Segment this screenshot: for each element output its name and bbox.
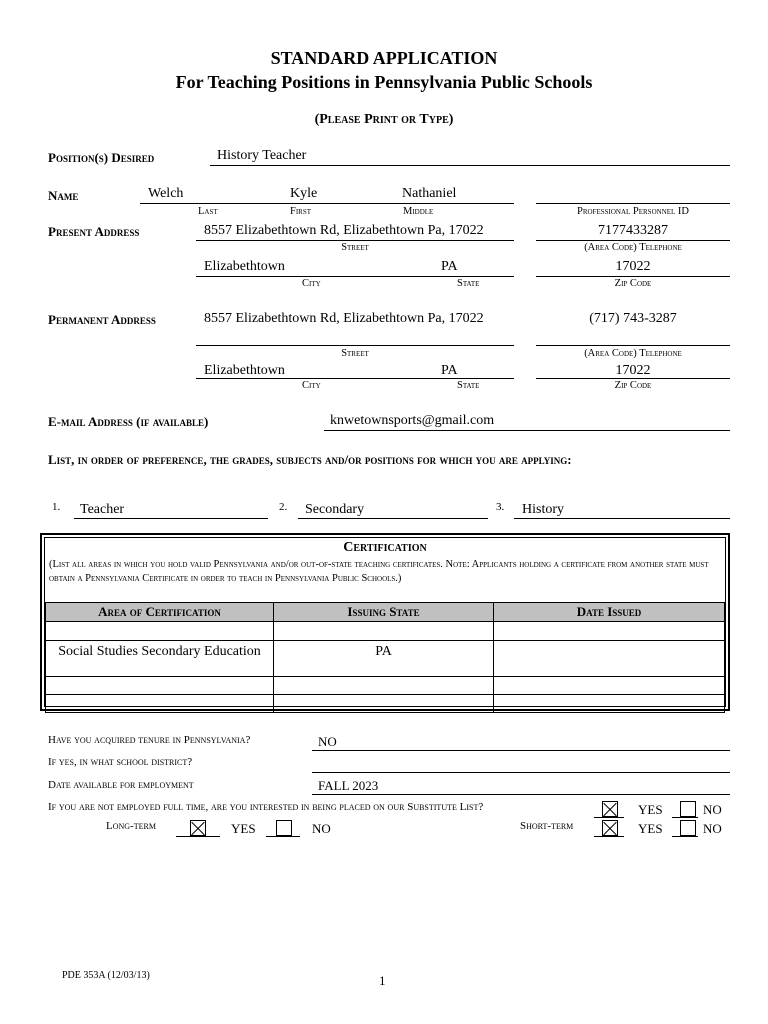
substitute-yes-label: YES	[638, 802, 663, 817]
table-row	[46, 622, 725, 641]
middle-caption: Middle	[403, 206, 434, 217]
preference-2-line	[298, 518, 488, 519]
first-caption: First	[290, 206, 312, 217]
substitute-yes-checkbox[interactable]	[602, 801, 618, 817]
permanent-phone[interactable]: (717) 743-3287	[589, 311, 677, 326]
short-term-no-underline	[672, 836, 698, 837]
cell-date[interactable]	[494, 622, 725, 641]
short-term-yes-underline	[594, 836, 624, 837]
substitute-no-checkbox[interactable]	[680, 801, 696, 817]
long-term-yes-checkbox[interactable]	[190, 820, 206, 836]
preference-3-value[interactable]: History	[522, 502, 564, 517]
certification-title: Certification	[343, 540, 427, 555]
form-subtitle: For Teaching Positions in Pennsylvania Public Schools	[175, 72, 593, 92]
present-state[interactable]: PA	[441, 259, 458, 274]
district-line	[312, 772, 730, 773]
permanent-state[interactable]: PA	[441, 363, 458, 378]
cell-date[interactable]	[494, 641, 725, 677]
permanent-city[interactable]: Elizabethtown	[204, 363, 285, 378]
present-zip-caption: Zip Code	[614, 278, 652, 289]
form-instruction: (Please Print or Type)	[314, 112, 454, 127]
form-id: PDE 353A (12/03/13)	[62, 970, 150, 981]
position-value[interactable]: History Teacher	[217, 148, 307, 163]
present-street-line	[196, 240, 514, 241]
preference-label: List, in order of preference, the grades, subjects and/or positions for which you are applying:	[48, 452, 572, 467]
long-term-no-checkbox[interactable]	[276, 820, 292, 836]
certification-note: (List all areas in which you hold valid Pennsylvania and/or out-of-state teaching certificates. Note: Applicants holding a certificate from another state must obtain a Pennsylvania Certificate in order to teach in Pennsylvania Public Schools.)	[49, 559, 709, 584]
cell-state[interactable]: PA	[274, 641, 494, 677]
position-line	[210, 165, 730, 166]
available-label: Date available for employment	[48, 779, 194, 791]
cell-state[interactable]	[274, 695, 494, 713]
present-phone-caption: (Area Code) Telephone	[584, 242, 682, 253]
tenure-line	[312, 750, 730, 751]
substitute-no-underline	[672, 817, 698, 818]
preference-2-value[interactable]: Secondary	[305, 502, 365, 517]
cell-date[interactable]	[494, 695, 725, 713]
name-last[interactable]: Welch	[148, 186, 184, 201]
long-term-yes-underline	[176, 836, 220, 837]
name-first[interactable]: Kyle	[290, 186, 318, 201]
last-caption: Last	[198, 206, 218, 217]
preference-1-value[interactable]: Teacher	[80, 502, 125, 517]
cell-state[interactable]	[274, 677, 494, 695]
preference-3-line	[514, 518, 730, 519]
name-middle[interactable]: Nathaniel	[402, 186, 457, 201]
table-row	[46, 677, 725, 695]
long-term-yes-label: YES	[231, 821, 256, 836]
long-term-label: Long-term	[106, 820, 156, 832]
email-label: E-mail Address (if available)	[48, 414, 209, 429]
email-value[interactable]: knwetownsports@gmail.com	[330, 413, 495, 428]
cell-area[interactable]	[46, 622, 274, 641]
page-number: 1	[379, 973, 386, 988]
present-phone[interactable]: 17022	[615, 259, 651, 274]
cell-area[interactable]	[46, 695, 274, 713]
col-header-state: Issuing State	[274, 603, 494, 622]
long-term-no-underline	[266, 836, 300, 837]
preference-2-number: 2.	[279, 501, 288, 513]
cell-state[interactable]	[274, 622, 494, 641]
permanent-phone-line	[536, 345, 730, 346]
short-term-no-label: NO	[703, 821, 722, 836]
cell-area[interactable]: Social Studies Secondary Education	[46, 641, 274, 677]
present-street-caption: Street	[341, 242, 369, 253]
preference-1-line	[74, 518, 268, 519]
available-value[interactable]: FALL 2023	[318, 778, 379, 793]
certification-section	[40, 533, 730, 711]
substitute-label: If you are not employed full time, are you interested in being placed on our Substitute List?	[48, 801, 484, 813]
permanent-state-caption: State	[457, 380, 480, 391]
short-term-yes-label: YES	[638, 821, 663, 836]
cell-date[interactable]	[494, 677, 725, 695]
permanent-zip-line	[536, 378, 730, 379]
table-row	[46, 695, 725, 713]
short-term-yes-checkbox[interactable]	[602, 820, 618, 836]
name-label: Name	[48, 188, 79, 203]
permanent-city-caption: City	[302, 380, 321, 391]
present-address-label: Present Address	[48, 224, 140, 239]
certification-header-row	[46, 603, 725, 622]
personnel-id-value[interactable]: 7177433287	[598, 223, 668, 238]
tenure-value[interactable]: NO	[318, 734, 337, 749]
permanent-zip-caption: Zip Code	[614, 380, 652, 391]
col-header-date: Date Issued	[494, 603, 725, 622]
present-city-line	[196, 276, 514, 277]
short-term-label: Short-term	[520, 820, 574, 832]
form-title: STANDARD APPLICATION	[270, 48, 498, 68]
col-header-area: Area of Certification	[46, 603, 274, 622]
position-label: Position(s) Desired	[48, 150, 155, 165]
short-term-no-checkbox[interactable]	[680, 820, 696, 836]
permanent-street-line	[196, 345, 514, 346]
permanent-phone-caption: (Area Code) Telephone	[584, 348, 682, 359]
certification-table	[45, 602, 725, 713]
preference-3-number: 3.	[496, 501, 505, 513]
present-state-caption: State	[457, 278, 480, 289]
permanent-street[interactable]: 8557 Elizabethtown Rd, Elizabethtown Pa, 17022	[204, 311, 484, 326]
preference-1-number: 1.	[52, 501, 61, 513]
available-line	[312, 794, 730, 795]
cell-area[interactable]	[46, 677, 274, 695]
personnel-id-line	[536, 240, 730, 241]
district-label: If yes, in what school district?	[48, 756, 193, 768]
substitute-yes-underline	[594, 817, 624, 818]
substitute-no-label: NO	[703, 802, 722, 817]
present-city-caption: City	[302, 278, 321, 289]
permanent-street-caption: Street	[341, 348, 369, 359]
present-city[interactable]: Elizabethtown	[204, 259, 285, 274]
tenure-label: Have you acquired tenure in Pennsylvania?	[48, 734, 251, 746]
permanent-city-line	[196, 378, 514, 379]
personnel-id-line-top	[536, 203, 730, 204]
permanent-address-label: Permanent Address	[48, 312, 156, 327]
email-line	[324, 430, 730, 431]
name-line	[140, 203, 514, 204]
permanent-zip[interactable]: 17022	[615, 363, 651, 378]
table-row	[46, 641, 725, 677]
long-term-no-label: NO	[312, 821, 331, 836]
present-street[interactable]: 8557 Elizabethtown Rd, Elizabethtown Pa, 17022	[204, 223, 484, 238]
present-phone-line	[536, 276, 730, 277]
personnel-id-caption: Professional Personnel ID	[576, 206, 689, 217]
